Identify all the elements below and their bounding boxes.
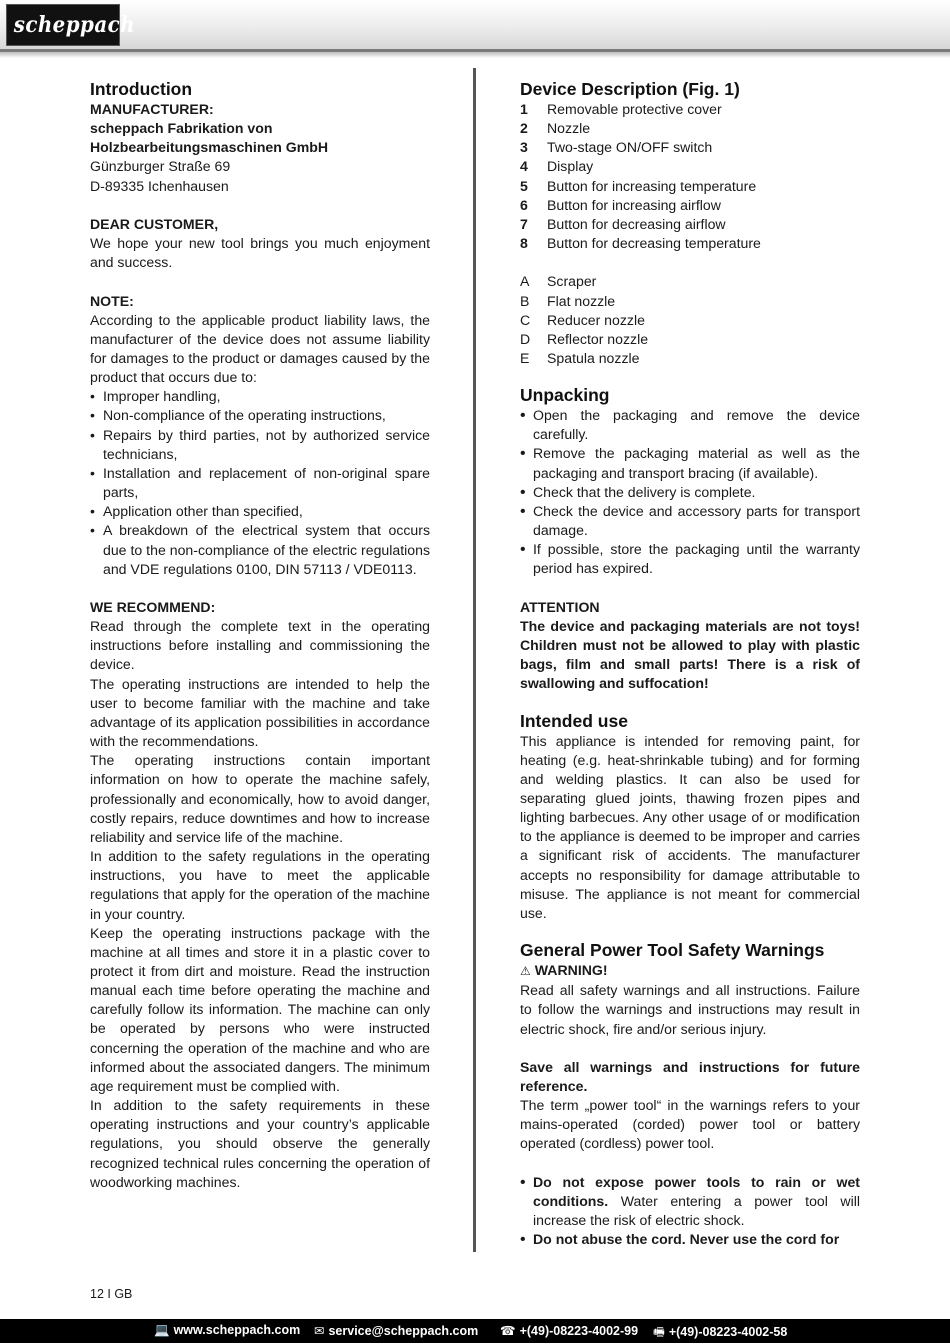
list-item: • Check the device and accessory parts for transport damage.: [520, 502, 860, 540]
list-item: 8 Button for decreasing temperature: [520, 235, 761, 252]
note-text: According to the applicable product liability laws, the manufacturer of the device does not assume liability for damages to the product or damages caused by the product that occurs due to:: [90, 311, 430, 386]
section-title-safety-warnings: General Power Tool Safety Warnings: [520, 940, 825, 961]
dear-customer-label: DEAR CUSTOMER,: [90, 215, 219, 232]
save-instructions-text: Save all warnings and instructions for future reference.: [520, 1058, 860, 1094]
list-item: 1 Removable protective cover: [520, 101, 722, 117]
phone-icon: ☎: [500, 1324, 516, 1338]
section-title-device-description: Device Description (Fig. 1): [520, 79, 740, 99]
list-item: • A breakdown of the electrical system that occurs due to the non-compliance of the electric regulations and VDE regulations 0100, DIN 57113 / VDE0113.: [90, 521, 430, 578]
manufacturer-label: MANUFACTURER:: [90, 101, 214, 117]
list-item: 4 Display: [520, 158, 594, 175]
footer-fax: 🖷 +(49)-08223-4002-58: [653, 1325, 788, 1339]
dear-customer-text: We hope your new tool brings you much enjoyment and success.: [90, 235, 430, 271]
list-item: • Do not expose power tools to rain or wet conditions. Water entering a power tool will increase the risk of electric shock.: [520, 1173, 860, 1230]
note-list: [90, 387, 430, 579]
list-item: • Repairs by third parties, not by authorized service technicians,: [90, 426, 430, 464]
footer-phone: ☎ +(49)-08223-4002-99: [500, 1324, 639, 1338]
recommend-paragraph: Keep the operating instructions package with the machine at all times and store it in a plastic cover to protect it from dirt and moisture. Read the instruction manual each time before operating the machine and carefully follow its information. The machine can only be operated by persons who were instructed concerning the operation of the machine and who are informed about the associated dangers. The minimum age requirement must be complied with.: [90, 924, 430, 1094]
footer-email[interactable]: ✉ service@scheppach.com: [314, 1324, 479, 1338]
list-item: • Open the packaging and remove the device carefully.: [520, 406, 860, 444]
list-item: E Spatula nozzle: [520, 350, 640, 367]
list-item: 2 Nozzle: [520, 120, 591, 137]
fax-icon: 🖷: [653, 1325, 665, 1339]
section-title-unpacking: Unpacking: [520, 385, 610, 406]
page-header: [0, 0, 950, 50]
recommend-paragraph: The operating instructions are intended to help the user to become familiar with the machine and take advantage of its application possibilities in accordance with the recommendations.: [90, 675, 430, 750]
device-parts-list: [520, 100, 860, 253]
section-title-intended-use: Intended use: [520, 710, 628, 731]
left-column: [90, 78, 430, 1192]
warning-text: Read all safety warnings and all instructions. Failure to follow the warnings and instructions may result in electric shock, fire and/or serious injury.: [520, 982, 860, 1037]
right-column: [520, 78, 860, 1249]
section-title-introduction: Introduction: [90, 79, 193, 99]
recommend-paragraph: Read through the complete text in the operating instructions before installing and commissioning the device.: [90, 618, 430, 673]
page-number: 12 I GB: [90, 1287, 133, 1301]
intended-use-text: This appliance is intended for removing paint, for heating (e.g. heat-shrinkable tubing) and for forming and welding plastics. It can also be used for separating glued joints, thawing frozen pipes and lighting barbecues. Any other usage of or modification to the appliance is deemed to be improper and carries a significant risk of accidents. The manufacturer accepts no responsibility for damage attributable to misuse. The appliance is not meant for commercial use.: [520, 732, 860, 921]
manufacturer-name-line-2: Holzbearbeitungsmaschinen GmbH: [90, 139, 329, 156]
list-item: 6 Button for increasing airflow: [520, 196, 721, 213]
unpacking-list: [520, 406, 860, 578]
warning-heading: ⚠ WARNING!: [520, 961, 860, 981]
recommend-paragraph: In addition to the safety regulations in the operating instructions, you have to meet the applicable regulations that apply for the operation of the machine in your country.: [90, 848, 430, 922]
list-item: • Do not abuse the cord. Never use the cord for: [520, 1230, 860, 1249]
list-item: 7 Button for decreasing airflow: [520, 215, 726, 232]
attention-label: ATTENTION: [520, 598, 600, 615]
warning-triangle-icon: ⚠: [520, 964, 531, 979]
list-item: 3 Two-stage ON/OFF switch: [520, 139, 713, 156]
header-shadow: [0, 52, 950, 58]
email-icon: ✉: [314, 1324, 325, 1338]
list-item: • If possible, store the packaging until the warranty period has expired.: [520, 540, 860, 578]
list-item: C Reducer nozzle: [520, 311, 645, 328]
brand-logo: scheppach: [6, 4, 120, 46]
power-tool-term-text: The term „power tool“ in the warnings refers to your mains-operated (corded) power tool or battery operated (cordless) power tool.: [520, 1097, 860, 1152]
footer-website[interactable]: 💻 www.scheppach.com: [154, 1323, 301, 1337]
recommend-paragraph: In addition to the safety requirements in these operating instructions and your country’s applicable regulations, you should observe the generally recognized technical rules concerning the operation of woodworking machines.: [90, 1097, 430, 1190]
list-item: B Flat nozzle: [520, 292, 616, 309]
list-item: • Check that the delivery is complete.: [520, 483, 860, 502]
list-item: 5 Button for increasing temperature: [520, 177, 757, 194]
accessory-list: [520, 272, 860, 368]
page-footer: [0, 1319, 950, 1343]
computer-icon: 💻: [154, 1323, 170, 1337]
address-city: D-89335 Ichenhausen: [90, 177, 229, 194]
note-label: NOTE:: [90, 292, 134, 309]
list-item: A Scraper: [520, 273, 597, 290]
recommend-paragraph: The operating instructions contain important information on how to operate the machine safely, professionally and economically, how to avoid danger, costly repairs, reduce downtimes and how to increase reliability and service life of the machine.: [90, 752, 430, 845]
safety-list: [520, 1173, 860, 1250]
recommend-label: WE RECOMMEND:: [90, 599, 216, 616]
list-item: • Remove the packaging material as well as the packaging and transport bracing (if available).: [520, 444, 860, 482]
list-item: D Reflector nozzle: [520, 330, 649, 347]
list-item: • Application other than specified,: [90, 502, 430, 521]
list-item: • Non-compliance of the operating instructions,: [90, 406, 430, 425]
manufacturer-name-line-1: scheppach Fabrikation von: [90, 120, 273, 137]
list-item: • Improper handling,: [90, 387, 430, 406]
address-street: Günzburger Straße 69: [90, 158, 231, 175]
column-divider: [473, 68, 476, 1252]
list-item: • Installation and replacement of non-original spare parts,: [90, 464, 430, 502]
attention-text: The device and packaging materials are not toys! Children must not be allowed to play with plastic bags, film and small parts! There is a risk of swallowing and suffocation!: [520, 617, 860, 692]
